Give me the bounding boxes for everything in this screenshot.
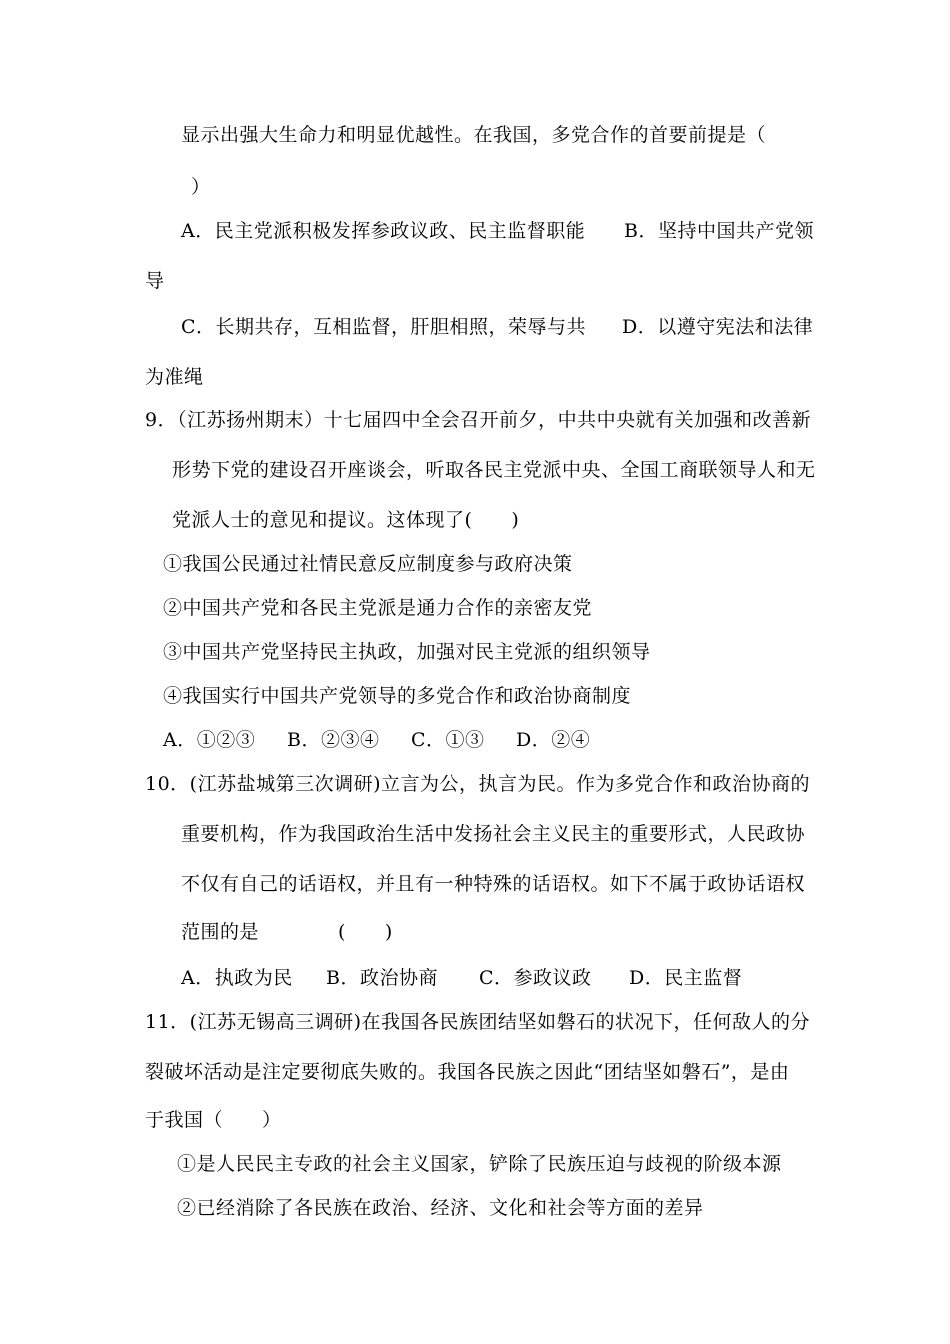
q9-item-2: ②中国共产党和各民主党派是通力合作的亲密友党: [163, 597, 593, 619]
q10-option-a: A．执政为民: [181, 967, 293, 989]
q10-stem-line-4: 范围的是: [181, 921, 260, 943]
q8-option-b: B．坚持中国共产党领: [624, 220, 814, 242]
q11-stem-line-2: 裂破坏活动是注定要彻底失败的。我国各民族之因此“团结坚如磐石”，是由: [145, 1061, 790, 1083]
q9-option-a: A．①②③: [163, 729, 256, 751]
q10-stem-line-1: 10．(江苏盐城第三次调研)立言为公，执言为民。作为多党合作和政治协商的: [145, 773, 811, 795]
q9-item-1: ①我国公民通过社情民意反应制度参与政府决策: [163, 553, 573, 575]
q11-item-2: ②已经消除了各民族在政治、经济、文化和社会等方面的差异: [177, 1197, 704, 1219]
q9-stem-line-3: 党派人士的意见和提议。这体现了( ): [172, 509, 520, 531]
q8-option-b-wrap: 导: [145, 270, 165, 292]
q10-answer-paren: ( ): [338, 921, 393, 943]
q8-stem-paren: ）: [191, 176, 211, 198]
q11-stem-line-1: 11．(江苏无锡高三调研)在我国各民族团结坚如磐石的状况下，任何敌人的分: [145, 1011, 811, 1033]
q9-stem-line-2: 形势下党的建设召开座谈会，听取各民主党派中央、全国工商联领导人和无: [172, 459, 816, 481]
q9-stem-line-1: 9．（江苏扬州期末）十七届四中全会召开前夕，中共中央就有关加强和改善新: [145, 409, 812, 431]
q8-option-a: A．民主党派积极发挥参政议政、民主监督职能: [181, 220, 586, 242]
q10-option-c: C．参政议政: [479, 967, 592, 989]
q8-stem-line: 显示出强大生命力和明显优越性。在我国，多党合作的首要前提是（: [181, 124, 767, 146]
q10-stem-line-3: 不仅有自己的话语权，并且有一种特殊的话语权。如下不属于政协话语权: [181, 873, 806, 895]
q11-stem-line-3: 于我国（ ）: [145, 1109, 282, 1131]
q8-option-d: D．以遵守宪法和法律: [622, 316, 814, 338]
q8-option-d-wrap: 为准绳: [145, 366, 204, 388]
q10-stem-line-2: 重要机构，作为我国政治生活中发扬社会主义民主的重要形式，人民政协: [181, 823, 806, 845]
q9-option-d: D．②④: [516, 729, 591, 751]
q11-item-1: ①是人民民主专政的社会主义国家，铲除了民族压迫与歧视的阶级本源: [177, 1153, 782, 1175]
q9-item-4: ④我国实行中国共产党领导的多党合作和政治协商制度: [163, 685, 632, 707]
q9-option-b: B．②③④: [287, 729, 380, 751]
q9-item-3: ③中国共产党坚持民主执政，加强对民主党派的组织领导: [163, 641, 651, 663]
q8-option-c: C．长期共存，互相监督，肝胆相照，荣辱与共: [181, 316, 587, 338]
q10-option-d: D．民主监督: [629, 967, 743, 989]
q9-option-c: C．①③: [411, 729, 485, 751]
q10-option-b: B．政治协商: [326, 967, 438, 989]
